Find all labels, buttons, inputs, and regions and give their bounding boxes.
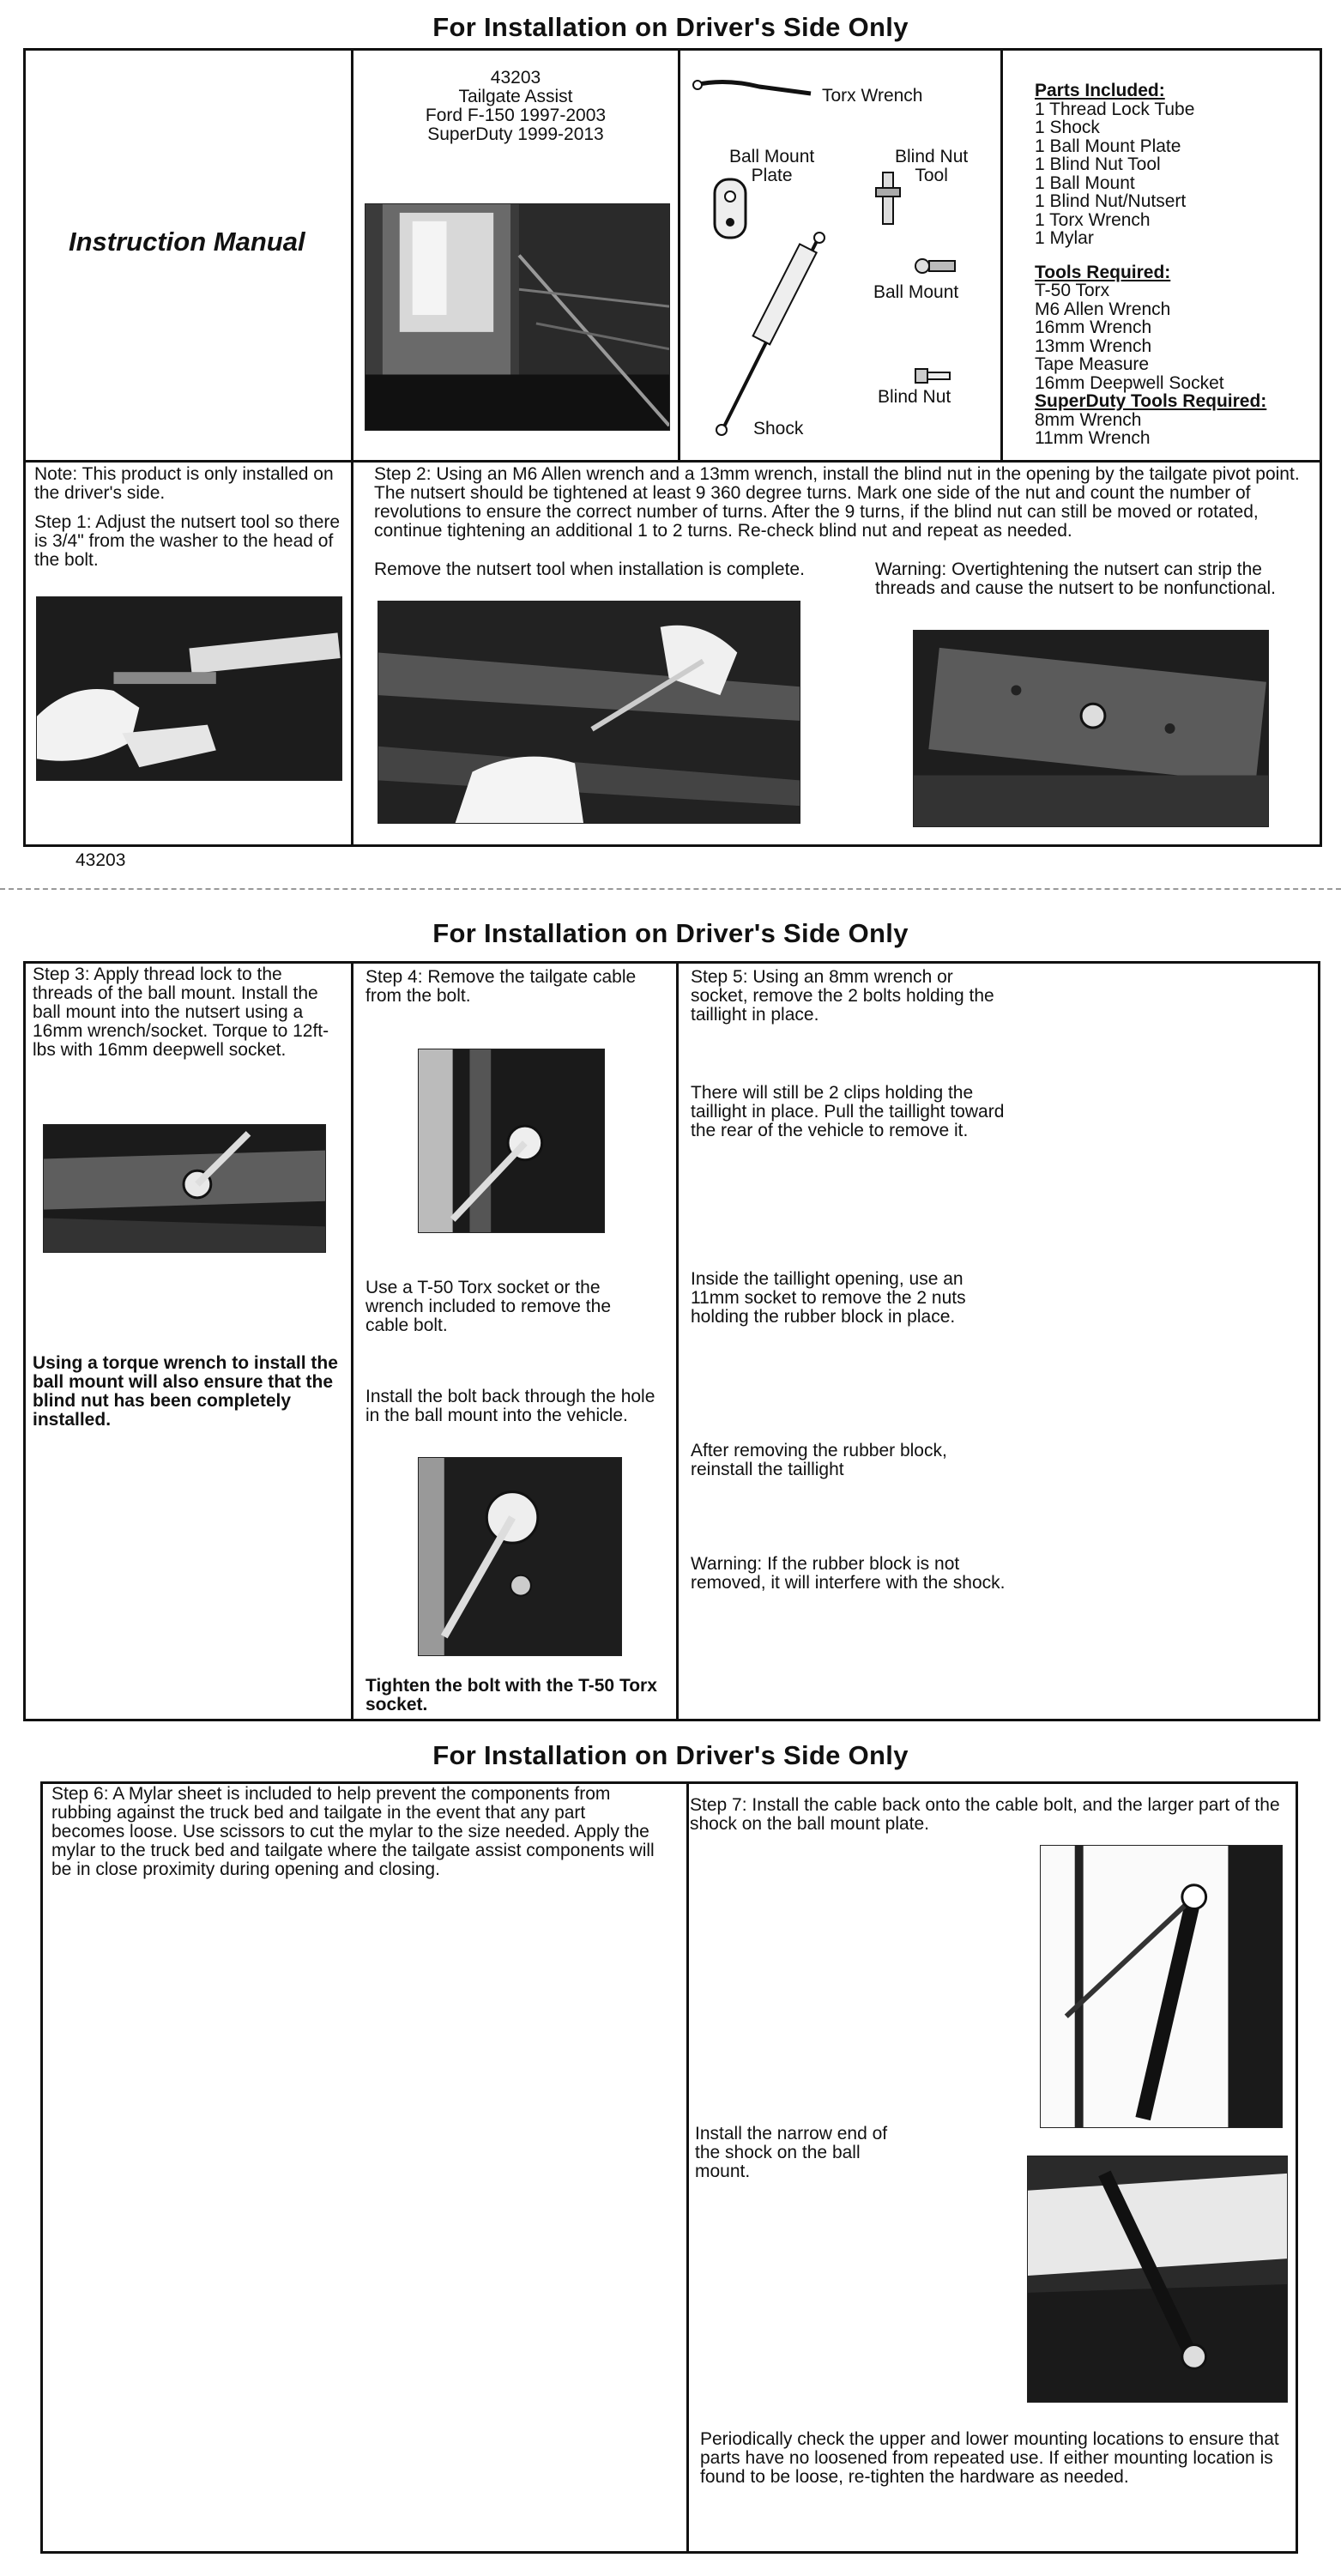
- step7-periodic-check: Periodically check the upper and lower mounting locations to ensure that parts have no loosened from repeated use. If either mounting location is found to be loose, re-tighten the hardware as needed.: [700, 2429, 1279, 2487]
- step5-reinstall-taillight: After removing the rubber block, reinstall the taillight: [691, 1441, 947, 1479]
- label-blind-nut: Blind Nut: [878, 387, 951, 407]
- step2-remove-tool: Remove the nutsert tool when installation is complete.: [374, 559, 805, 579]
- superduty-tools-item: 11mm Wrench: [1035, 428, 1151, 448]
- product-fit-superduty: SuperDuty 1999-2013: [427, 124, 604, 144]
- driver-side-note: Note: This product is only installed on the driver's side.: [34, 464, 334, 503]
- parts-included-item: 1 Torx Wrench: [1035, 209, 1151, 230]
- product-part-number: 43203: [490, 68, 541, 88]
- step5-clips-note: There will still be 2 clips holding the taillight in place. Pull the taillight toward the rear of the vehicle to remove it.: [691, 1083, 1005, 1140]
- product-info: [353, 69, 678, 144]
- tools-required-item: Tape Measure: [1035, 354, 1150, 374]
- page2-frame: [23, 961, 1320, 1721]
- page3-heading: For Installation on Driver's Side Only: [432, 1740, 909, 1770]
- step4-tighten-bolt: Tighten the bolt with the T-50 Torx socket.: [365, 1676, 657, 1714]
- step3-torque-note: Using a torque wrench to install the ball mount will also ensure that the blind nut has been completely installed.: [33, 1353, 338, 1430]
- tools-required-item: 13mm Wrench: [1035, 336, 1152, 356]
- product-fit-ford: Ford F-150 1997-2003: [425, 106, 607, 125]
- tools-required-item: T-50 Torx: [1035, 281, 1110, 300]
- step5-remove-nuts: Inside the taillight opening, use an 11mm socket to remove the 2 nuts holding the rubber block in place.: [691, 1269, 966, 1327]
- superduty-tools-item: 8mm Wrench: [1035, 409, 1142, 430]
- blind-nut-install-photo: [378, 601, 800, 824]
- label-torx-wrench: Torx Wrench: [822, 86, 923, 106]
- tools-required-item: 16mm Deepwell Socket: [1035, 372, 1224, 393]
- page2-heading: For Installation on Driver's Side Only: [432, 918, 909, 948]
- shock-icon: [706, 231, 843, 437]
- label-ball-mount: Ball Mount: [873, 282, 959, 302]
- parts-diagram: [680, 51, 1000, 460]
- label-ball-mount-plate: Ball Mount Plate: [729, 147, 815, 185]
- step4-install-bolt: Install the bolt back through the hole in the ball mount into the vehicle.: [365, 1387, 655, 1425]
- blind-nut-tool-icon: [871, 171, 905, 231]
- product-name: Tailgate Assist: [458, 87, 573, 106]
- blind-nut-icon: [912, 366, 955, 386]
- step3-text: Step 3: Apply thread lock to the threads of the ball mount. Install the ball mount into the nutsert using a 16mm wrench/socket. Torque to 12ft-lbs with 16mm deepwell socket.: [33, 964, 329, 1060]
- tailgate-photo: [365, 203, 670, 431]
- nutsert-measure-photo: [36, 596, 342, 781]
- step2-warning: Warning: Overtightening the nutsert can strip the threads and cause the nutsert to be nonfunctional.: [875, 559, 1276, 598]
- step7-narrow-end: Install the narrow end of the shock on the ball mount.: [695, 2124, 888, 2181]
- step5-text: Step 5: Using an 8mm wrench or socket, remove the 2 bolts holding the taillight in place.: [691, 967, 994, 1025]
- cable-bolt-photo: [418, 1457, 622, 1656]
- nutsert-installed-photo: [913, 630, 1269, 827]
- tools-required-item: M6 Allen Wrench: [1035, 299, 1171, 319]
- page1-footer-part-number: 43203: [76, 850, 126, 870]
- parts-included-item: 1 Ball Mount Plate: [1035, 136, 1181, 156]
- label-shock: Shock: [753, 419, 804, 438]
- step4-text: Step 4: Remove the tailgate cable from the bolt.: [365, 967, 637, 1006]
- step1-text: Step 1: Adjust the nutsert tool so there is 3/4" from the washer to the head of the bolt.: [34, 512, 341, 570]
- ball-mount-icon: [912, 253, 963, 279]
- label-blind-nut-tool: Blind Nut Tool: [895, 147, 969, 185]
- parts-included-item: 1 Blind Nut Tool: [1035, 154, 1161, 174]
- page-separator: [0, 888, 1341, 890]
- torx-wrench-icon: [691, 75, 819, 100]
- ball-mount-install-photo: [43, 1124, 326, 1253]
- step5-warning: Warning: If the rubber block is not removed, it will interfere with the shock.: [691, 1554, 1006, 1593]
- parts-included-item: 1 Thread Lock Tube: [1035, 99, 1195, 119]
- tools-required-item: 16mm Wrench: [1035, 317, 1152, 337]
- parts-list-panel: [1035, 82, 1318, 448]
- manual-title: Instruction Manual: [69, 227, 305, 257]
- parts-included-item: 1 Shock: [1035, 118, 1100, 137]
- parts-included-item: 1 Mylar: [1035, 228, 1094, 248]
- step4-torx-note: Use a T-50 Torx socket or the wrench included to remove the cable bolt.: [365, 1278, 611, 1335]
- tailgate-cable-photo: [418, 1049, 605, 1233]
- step2-text: Step 2: Using an M6 Allen wrench and a 13mm wrench, install the blind nut in the opening by the tailgate pivot point. The nutsert should be tightened at least 9 360 degree turns. Mark one side of the nut and count the number of revolutions to ensure the correct number of turns. After the 9 turns, if the blind nut can still be moved or rotated, continue tightening an additional 1 to 2 turns. Re-check blind nut and repeat as needed.: [374, 464, 1300, 541]
- shock-upper-mount-photo: [1040, 1845, 1283, 2128]
- superduty-tools-title: SuperDuty Tools Required:: [1035, 391, 1267, 411]
- step6-text: Step 6: A Mylar sheet is included to help prevent the components from rubbing against the truck bed and tailgate in the event that any part becomes loose. Use scissors to cut the mylar to the size needed. Apply the mylar to the truck bed and tailgate where the tailgate assist components will be in close proximity during opening and closing.: [51, 1784, 655, 1879]
- step7-text: Step 7: Install the cable back onto the cable bolt, and the larger part of the shock on the ball mount plate.: [690, 1795, 1280, 1834]
- parts-included-title: Parts Included:: [1035, 81, 1165, 100]
- page1-heading: For Installation on Driver's Side Only: [432, 12, 909, 42]
- tools-required-title: Tools Required:: [1035, 262, 1171, 282]
- parts-included-item: 1 Ball Mount: [1035, 172, 1135, 193]
- parts-included-item: 1 Blind Nut/Nutsert: [1035, 191, 1187, 211]
- shock-lower-mount-photo: [1027, 2156, 1288, 2403]
